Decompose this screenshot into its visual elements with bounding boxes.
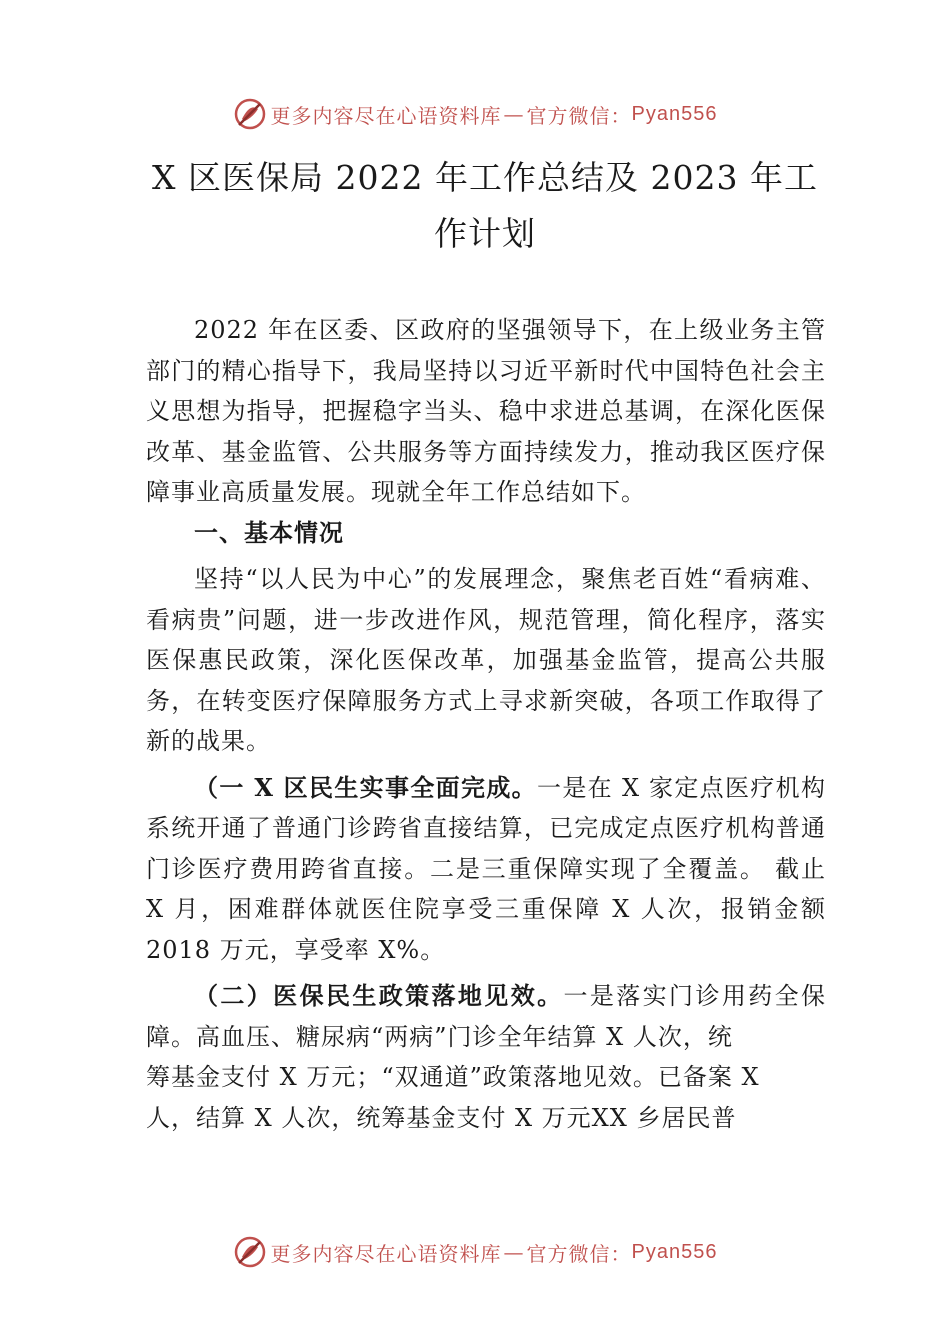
item2-lead: （二）医保民生政策落地见效。 [194,981,564,1010]
watermark-separator: — [503,102,525,126]
title-line-2: 作计划 [434,214,536,253]
document-body [146,310,826,1138]
title-line-1: X 区医保局 2022 年工作总结及 2023 年工 [152,158,818,197]
item2-text-line2: 筹基金支付 X 万元；“双通道”政策落地见效。已备案 X [146,1063,760,1091]
section1-heading: 一、基本情况 [194,517,344,547]
item1-text: 一是在 X 家定点医疗机构系统开通了普通门诊跨省直接结算，已完成定点医疗机构普通门诊医疗费用跨省直接。二是三重保障实现了全覆盖。 截止 X 月，困难群体就医住院享受三重保障 X 人次，报销金额 2018 万元，享受率 X%。 [146,773,827,964]
watermark-label: 官方微信： [526,103,632,128]
document-title [140,150,830,262]
item1-lead: （一 X 区民生实事全面完成。 [194,772,537,802]
item2-paragraph [146,976,826,1138]
intro-paragraph: 2022 年在区委、区政府的坚强领导下，在上级业务主管部门的精心指导下，我局坚持以习近平新时代中国特色社会主义思想为指导，把握稳字当头、稳中求进总基调，在深化医保改革、基金监管、公共服务等方面持续发力，推动我区医疗保障事业高质量发展。现就全年工作总结如下。 [146,316,826,506]
watermark-wechat-id: Pyan556 [631,1240,718,1263]
watermark-footer [0,1232,950,1272]
watermark-text: 更多内容尽在心语资料库 [270,1241,502,1266]
watermark-text: 更多内容尽在心语资料库 [270,103,502,128]
watermark-header [0,94,950,134]
section1-paragraph: 坚持“以人民为中心”的发展理念，聚焦老百姓“看病难、看病贵”问题，进一步改进作风，规范管理，简化程序，落实医保惠民政策，深化医保改革，加强基金监管，提高公共服务，在转变医疗保障服务方式上寻求新突破，各项工作取得了新的战果。 [146,565,826,755]
watermark-wechat-id: Pyan556 [631,102,718,125]
watermark-separator: — [503,1240,525,1264]
watermark-label: 官方微信： [526,1241,632,1266]
item1-paragraph [146,768,826,971]
item2-text-line3: 人，结算 X 人次，统筹基金支付 X 万元XX 乡居民普 [146,1103,737,1132]
item2-text-line1: 一是落实门诊用药全保障。高血压、糖尿病“两病”门诊全年结算 X 人次，统 [146,982,827,1051]
seal-logo-icon [233,1235,267,1269]
seal-logo-icon [233,97,267,131]
